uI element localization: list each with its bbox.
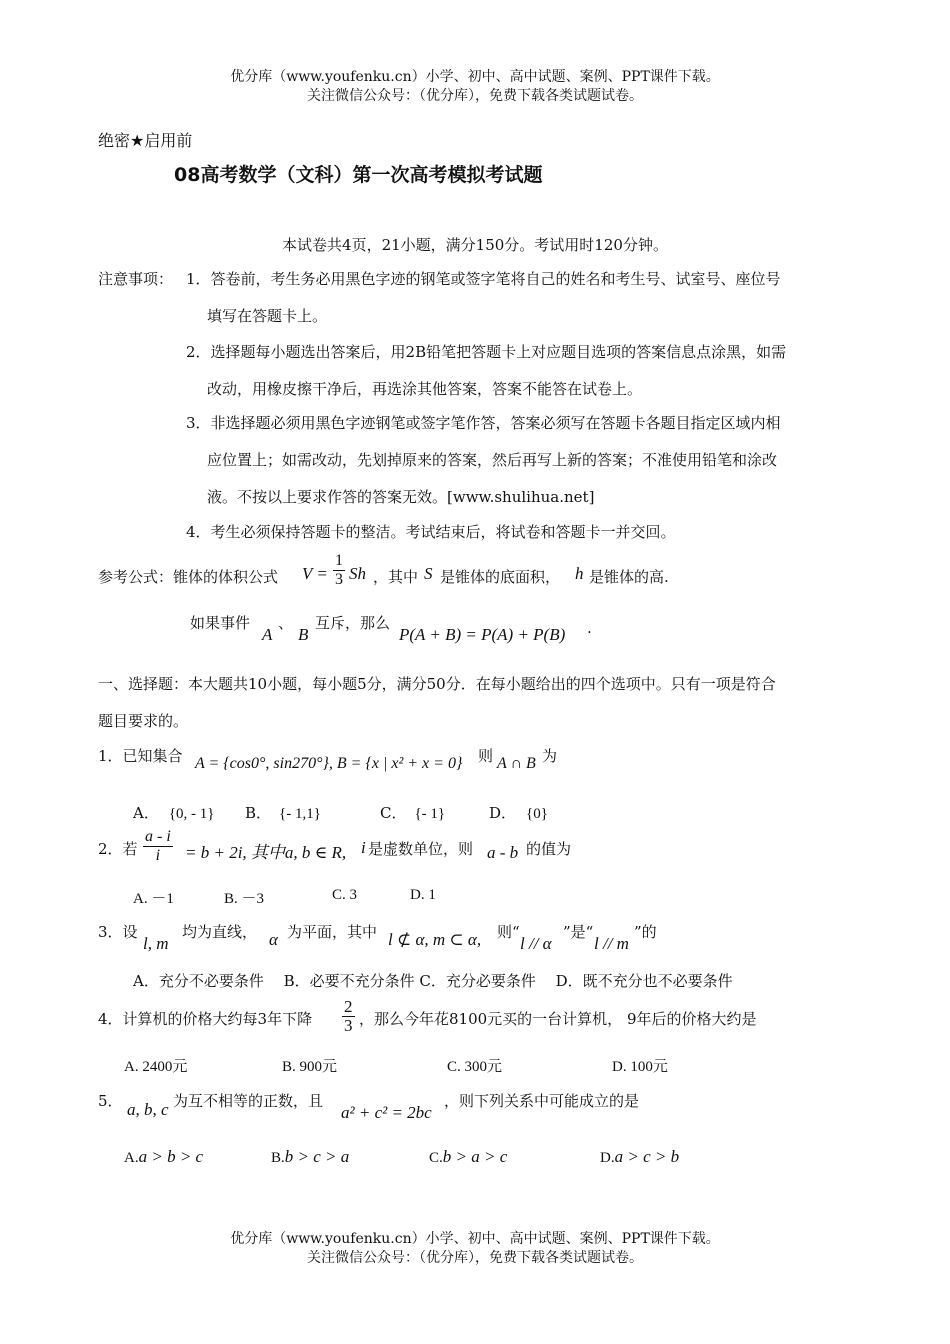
q5-option-a-label: A.: [124, 1150, 139, 1166]
q2-i: i: [361, 838, 366, 857]
q5-stem: 5．: [98, 1092, 123, 1110]
formula-s: S: [424, 564, 433, 583]
q2-option-c-label: C.: [332, 887, 346, 903]
note-4: 4．考生必须保持答题卡的整洁。考试结束后，将试卷和答题卡一并交回。: [186, 523, 676, 541]
q4-end: ，那么今年花8100元买的一台计算机， 9年后的价格大约是: [359, 1010, 757, 1028]
q3-is: ”是“: [563, 923, 594, 941]
notes-label: 注意事项：: [98, 270, 174, 288]
q2-frac-den: i: [155, 847, 161, 864]
q5-option-c-value: b > a > c: [442, 1147, 508, 1166]
formula-v-lhs: V =: [302, 564, 328, 583]
q5-abc: a, b, c: [127, 1100, 169, 1119]
footer-line-1: 优分库（www.youfenku.cn）小学、初中、高中试题、案例、PPT课件下载。: [230, 1231, 720, 1247]
q1-option-a: [133, 802, 215, 823]
note-1a: 1．答卷前，考生务必用黑色字迹的钢笔或签字笔将自己的姓名和考生号、试室号、座位号: [186, 270, 781, 288]
q3-condition: l ⊄ α, m ⊂ α,: [388, 930, 482, 949]
q5-option-d-label: D.: [600, 1150, 615, 1166]
q3-lines: l, m: [143, 934, 169, 953]
q3-q: l // m: [594, 934, 629, 953]
event-mid: 互斥，那么: [315, 614, 391, 632]
probability-formula: P(A + B) = P(A) + P(B): [399, 625, 566, 644]
event-prefix: 如果事件: [190, 614, 251, 632]
q4-option-b-value: 900元: [299, 1059, 338, 1075]
q4-option-c: [447, 1055, 502, 1076]
formula-mid2: 是锥体的底面积，: [440, 568, 561, 586]
page-title: 08高考数学（文科）第一次高考模拟考试题: [174, 164, 543, 186]
q5-option-a-value: a > b > c: [138, 1147, 204, 1166]
q3-alpha: α: [269, 930, 278, 949]
q2-option-a: [133, 887, 174, 908]
header-line-2: 关注微信公众号：（优分库），免费下载各类试题试卷。: [307, 88, 643, 104]
q3-stem: 3．设: [98, 923, 138, 941]
q4-option-d-label: D.: [612, 1059, 627, 1075]
q1-option-c-label: C．: [380, 804, 407, 822]
formula-period: .: [587, 619, 592, 637]
q5-option-b: [271, 1147, 349, 1167]
q4-option-b-label: B.: [282, 1059, 296, 1075]
q5-end: ，则下列关系中可能成立的是: [444, 1092, 640, 1110]
q5-option-b-label: B.: [271, 1150, 285, 1166]
formula-frac-den: 3: [335, 571, 343, 588]
q3-then: 则“: [497, 923, 520, 941]
formula-end: 是锥体的高.: [589, 568, 669, 586]
formula-frac-num: 1: [335, 552, 343, 569]
formula-label: 参考公式：锥体的体积公式: [98, 568, 279, 586]
q2-option-b-value: －3: [241, 891, 265, 907]
q4-fraction: [342, 998, 355, 1035]
q2-end: 的值为: [526, 840, 572, 858]
q1-intersection: A ∩ B: [497, 755, 536, 772]
q3-p: l // α: [520, 934, 552, 953]
q1-option-d: [489, 802, 548, 823]
q2-fraction: [143, 828, 173, 865]
q5-option-c: [429, 1147, 507, 1167]
formula-sh: Sh: [349, 564, 366, 583]
q2-frac-num: a - i: [145, 828, 171, 845]
formula-fraction: [333, 552, 345, 589]
q4-option-a: [124, 1055, 187, 1076]
q5-option-c-label: C.: [429, 1150, 443, 1166]
q3-end: ”的: [634, 923, 657, 941]
note-1b: 填写在答题卡上。: [207, 307, 328, 325]
note-3c: 液。不按以上要求作答的答案无效。[www.shulihua.net]: [207, 488, 595, 506]
q4-option-d: [612, 1055, 668, 1076]
q5-option-b-value: b > c > a: [284, 1147, 350, 1166]
event-b: B: [298, 625, 309, 644]
q2-mid: 是虚数单位，则: [368, 840, 474, 858]
q4-frac-num: 2: [344, 997, 353, 1016]
q1-option-c-value: {- 1}: [414, 806, 446, 822]
footer-line-2: 关注微信公众号：（优分库），免费下载各类试题试卷。: [307, 1250, 643, 1266]
q1-then: 则: [478, 747, 494, 765]
q4-stem: 4．计算机的价格大约每3年下降: [98, 1010, 313, 1028]
note-2a: 2．选择题每小题选出答案后，用2B铅笔把答题卡上对应题目选项的答案信息点涂黑，如需: [186, 343, 787, 361]
q2-condition: = b + 2i, 其中a, b ∈ R,: [185, 843, 347, 862]
q2-option-b: [224, 887, 264, 908]
q4-option-c-label: C.: [447, 1059, 461, 1075]
q1-option-a-label: A．: [133, 804, 159, 822]
q2-option-d-label: D.: [410, 887, 425, 903]
q5-condition: a² + c² = 2bc: [341, 1103, 432, 1122]
q5-option-a: [124, 1147, 203, 1167]
q2-option-c-value: 3: [349, 887, 358, 903]
event-sep: 、: [278, 614, 294, 632]
q1-option-a-value: {0, - 1}: [168, 806, 215, 822]
q4-option-d-value: 100元: [630, 1059, 668, 1075]
q1-option-c: [380, 802, 445, 823]
q2-stem: 2．若: [98, 840, 138, 858]
q3-mid1: 均为直线，: [182, 923, 258, 941]
exam-intro: 本试卷共4页，21小题，满分150分。考试用时120分钟。: [282, 236, 668, 254]
formula-h: h: [575, 564, 584, 583]
q2-a-minus-b: a - b: [487, 843, 519, 862]
q1-option-b-label: B．: [245, 804, 272, 822]
q1-option-d-label: D．: [489, 804, 517, 822]
q4-frac-den: 3: [344, 1016, 353, 1035]
confidential-label: 绝密★启用前: [98, 131, 193, 150]
q2-option-a-value: －1: [151, 891, 174, 907]
q5-option-d: [600, 1147, 679, 1167]
q2-option-d-value: 1: [428, 887, 436, 903]
q4-option-b: [282, 1055, 337, 1076]
q1-sets: A = {cos0°, sin270°}, B = {x | x² + x = 0}: [195, 755, 463, 772]
q4-option-a-label: A.: [124, 1059, 139, 1075]
header-line-1: 优分库（www.youfenku.cn）小学、初中、高中试题、案例、PPT课件下载。: [230, 69, 720, 85]
q2-option-d: [410, 887, 436, 904]
formula-mid1: ，其中: [373, 568, 419, 586]
q2-option-c: [332, 887, 357, 904]
section1-line2: 题目要求的。: [98, 712, 189, 730]
q1-stem: 1．已知集合: [98, 747, 183, 765]
section1-line1: 一、选择题：本大题共10小题，每小题5分，满分50分．在每小题给出的四个选项中。只有一项是符合: [98, 675, 776, 693]
q4-option-a-value: 2400元: [142, 1059, 188, 1075]
q1-option-b: [245, 802, 321, 823]
q2-option-a-label: A.: [133, 891, 148, 907]
q1-option-b-value: {- 1,1}: [279, 806, 321, 822]
q3-options: A．充分不必要条件 B．必要不充分条件 C．充分必要条件 D．既不充分也不必要条件: [133, 972, 733, 990]
note-3b: 应位置上；如需改动，先划掉原来的答案，然后再写上新的答案；不准使用铅笔和涂改: [207, 451, 778, 469]
q5-option-d-value: a > c > b: [614, 1147, 680, 1166]
q4-option-c-value: 300元: [464, 1059, 503, 1075]
q5-mid: 为互不相等的正数，且: [173, 1092, 324, 1110]
note-2b: 改动，用橡皮擦干净后，再选涂其他答案，答案不能答在试卷上。: [207, 380, 643, 398]
q3-mid2: 为平面，其中: [287, 923, 378, 941]
note-3a: 3．非选择题必须用黑色字迹钢笔或签字笔作答，答案必须写在答题卡各题目指定区域内相: [186, 414, 781, 432]
q1-wei: 为: [542, 747, 558, 765]
q1-option-d-value: {0}: [526, 806, 548, 822]
q2-option-b-label: B.: [224, 891, 238, 907]
event-a: A: [262, 625, 273, 644]
